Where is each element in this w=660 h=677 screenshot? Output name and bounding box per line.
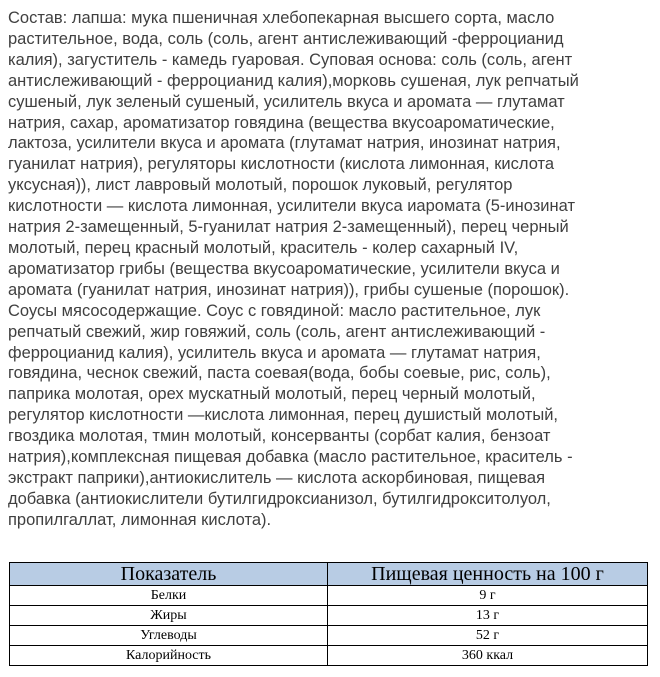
indicator-column-header: Показатель xyxy=(10,563,328,586)
indicator-cell: Жиры xyxy=(10,606,328,626)
ingredients-line: Соусы мясосодержащие. Соус с говядиной: масло растительное, лук xyxy=(8,301,541,320)
ingredients-line: регулятор кислотности —кислота лимонная, перец душистый молотый, xyxy=(8,406,559,425)
ingredients-text xyxy=(8,8,658,531)
value-cell: 9 г xyxy=(328,586,648,606)
ingredients-line: пропилгаллат, лимонная кислота). xyxy=(8,510,272,529)
ingredients-line: натрия, сахар, ароматизатор говядина (вещества вкусоароматические, xyxy=(8,113,555,132)
ingredients-line: сушеный, лук зеленый сушеный, усилитель вкуса и аромата — глутамат xyxy=(8,92,565,111)
ingredients-line: натрия),комплексная пищевая добавка (масло растительное, краситель - xyxy=(8,448,573,467)
ingredients-line: лактоза, усилители вкуса и аромата (глутамат натрия, инозинат натрия, xyxy=(8,134,561,153)
ingredients-line: калия), загуститель - камедь гуаровая. Суповая основа: соль (соль, агент xyxy=(8,50,573,69)
indicator-cell: Калорийность xyxy=(10,646,328,666)
table-row xyxy=(10,646,648,666)
indicator-cell: Углеводы xyxy=(10,626,328,646)
value-cell: 13 г xyxy=(328,606,648,626)
value-cell: 360 ккал xyxy=(328,646,648,666)
indicator-cell: Белки xyxy=(10,586,328,606)
nutrition-table xyxy=(9,562,648,666)
ingredients-line: кислотности — кислота лимонная, усилители вкуса иаромата (5-инозинат xyxy=(8,197,576,216)
ingredients-line: молотый, перец красный молотый, краситель - колер сахарный IV, xyxy=(8,238,519,257)
ingredients-line: растительное, вода, соль (соль, агент антислеживающий -ферроцианид xyxy=(8,29,564,48)
ingredients-line: гвоздика молотая, тмин молотый, консерванты (сорбат калия, бензоат xyxy=(8,427,551,446)
table-row xyxy=(10,606,648,626)
ingredients-line: ароматизатор грибы (вещества вкусоароматические, усилители вкуса и xyxy=(8,259,560,278)
table-row xyxy=(10,586,648,606)
ingredients-line: антислеживающий - ферроцианид калия),морковь сушеная, лук репчатый xyxy=(8,71,579,90)
ingredients-line: репчатый свежий, жир говяжий, соль (соль, агент антислеживающий - xyxy=(8,322,546,341)
ingredients-line: экстракт паприки),антиокислитель — кислота аскорбиновая, пищевая xyxy=(8,468,545,487)
ingredients-line: паприка молотая, орех мускатный молотый, перец черный молотый, xyxy=(8,385,536,404)
ingredients-line: ферроцианид калия), усилитель вкуса и аромата — глутамат натрия, xyxy=(8,343,541,362)
value-column-header: Пищевая ценность на 100 г xyxy=(328,563,648,586)
ingredients-line: добавка (антиокислители бутилгидроксианизол, бутилгидрокситолуол, xyxy=(8,489,551,508)
value-cell: 52 г xyxy=(328,626,648,646)
table-row xyxy=(10,626,648,646)
ingredients-line: натрия 2-замещенный, 5-гуанилат натрия 2-замещенный), перец черный xyxy=(8,218,569,237)
ingredients-line: Состав: лапша: мука пшеничная хлебопекарная высшего сорта, масло xyxy=(8,9,555,27)
ingredients-line: аромата (гуанилат натрия, инозинат натрия)), грибы сушеные (порошок). xyxy=(8,280,570,299)
ingredients-line: уксусная)), лист лавровый молотый, порошок луковый, регулятор xyxy=(8,176,513,195)
ingredients-line: говядина, чеснок свежий, паста соевая(вода, бобы соевые, рис, соль), xyxy=(8,364,551,383)
ingredients-line: гуанилат натрия), регуляторы кислотности (кислота лимонная, кислота xyxy=(8,155,555,174)
nutrition-header-row xyxy=(10,563,648,586)
